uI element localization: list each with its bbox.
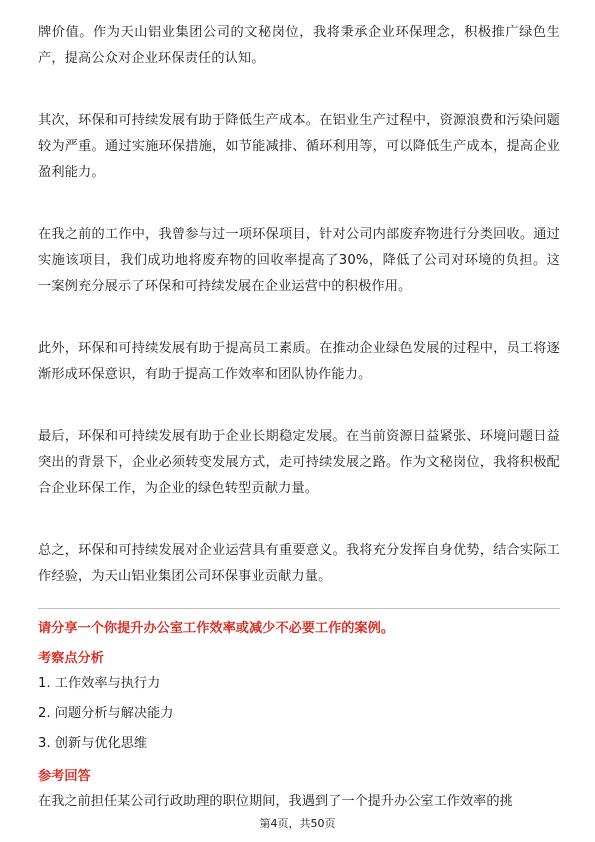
interview-question: 请分享一个你提升办公室工作效率或减少不必要工作的案例。 [38,621,395,636]
paragraph-employee-quality: 此外，环保和可持续发展有助于提高员工素质。在推动企业绿色发展的过程中，员工将逐渐形成环保意识，有助于提高工作效率和团队协作能力。 [38,341,560,382]
analysis-title: 考察点分析 [38,651,104,666]
paragraph-long-term: 最后，环保和可持续发展有助于企业长期稳定发展。在当前资源日益紧张、环境问题日益突出的背景下，企业必须转变发展方式，走可持续发展之路。作为文秘岗位，我将积极配合企业环保工作，为企业的绿色转型贡献力量。 [38,429,560,496]
paragraph-brand-value: 牌价值。作为天山铝业集团公司的文秘岗位，我将秉承企业环保理念，积极推广绿色生产，提高公众对企业环保责任的认知。 [38,25,560,66]
analysis-item: 2. 问题分析与解决能力 [38,706,174,721]
answer-title: 参考回答 [38,769,91,784]
analysis-item: 3. 创新与优化思维 [38,736,148,751]
paragraph-cost-reduction: 其次，环保和可持续发展有助于降低生产成本。在铝业生产过程中，资源浪费和污染问题较为严重。通过实施环保措施，如节能减排、循环利用等，可以降低生产成本，提高企业盈利能力。 [38,113,560,180]
page-footer: 第4页，共50页 [259,817,336,830]
paragraph-conclusion: 总之，环保和可持续发展对企业运营具有重要意义。我将充分发挥自身优势，结合实际工作经验，为天山铝业集团公司环保事业贡献力量。 [38,543,560,584]
answer-text: 在我之前担任某公司行政助理的职位期间，我遇到了一个提升办公室工作效率的挑 [38,794,513,809]
section-divider [38,608,560,609]
analysis-item: 1. 工作效率与执行力 [38,676,161,691]
paragraph-project-case: 在我之前的工作中，我曾参与过一项环保项目，针对公司内部废弃物进行分类回收。通过实施该项目，我们成功地将废弃物的回收率提高了30%，降低了公司对环境的负担。这一案例充分展示了环保和可持续发展在企业运营中的积极作用。 [38,227,560,294]
